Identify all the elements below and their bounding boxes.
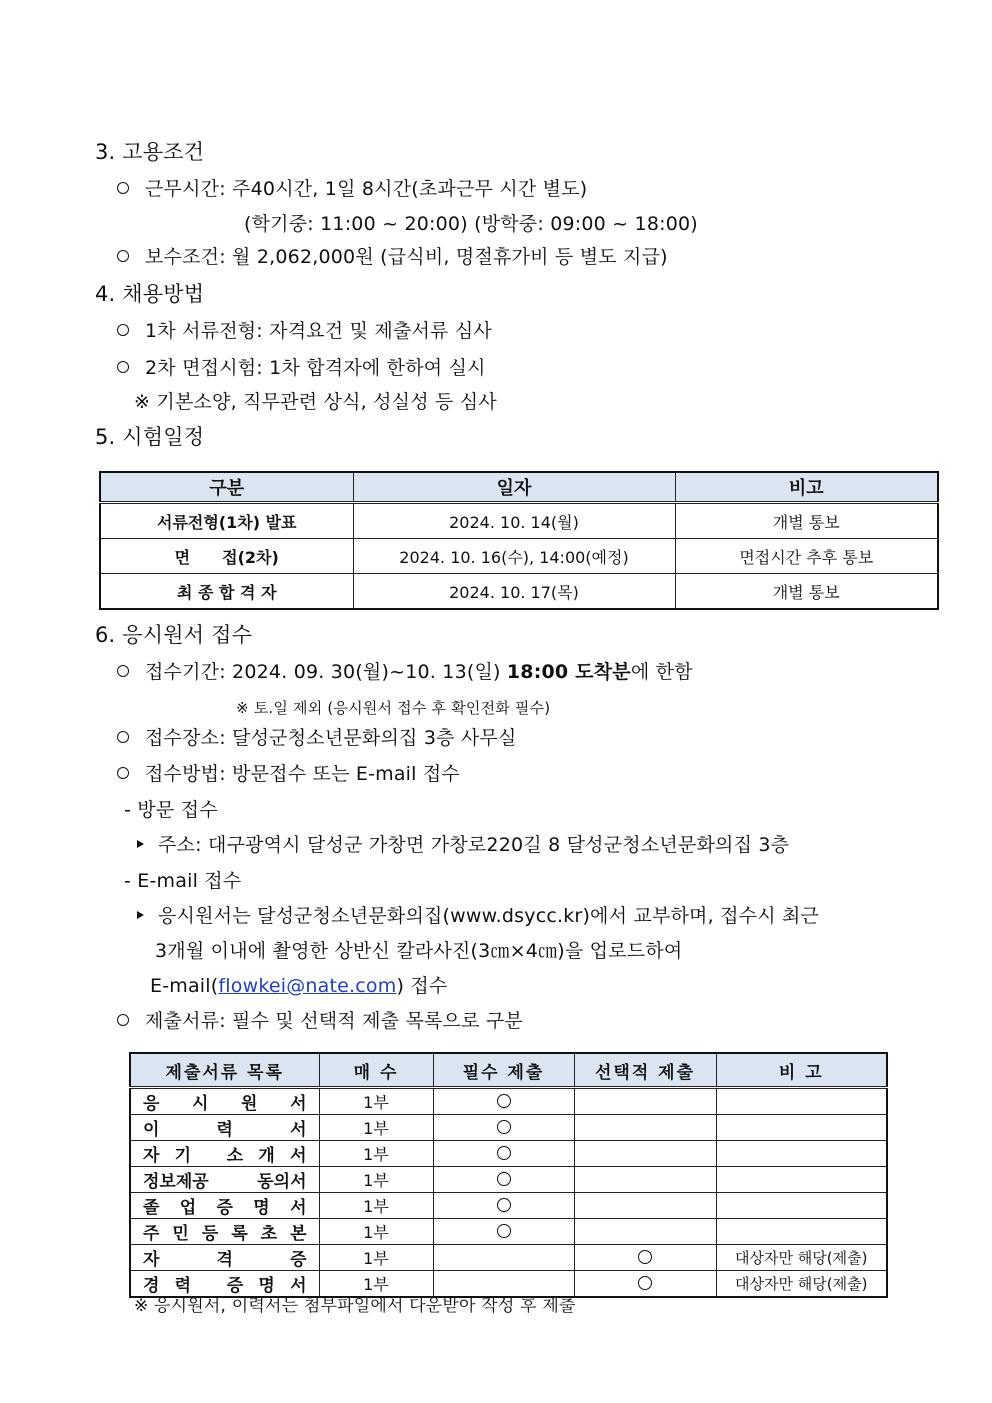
docs-intro-item [117, 1008, 523, 1034]
second-stage-text: 2차 면접시험: 1차 합격자에 한하여 실시 [145, 357, 486, 379]
docs-intro-text: 제출서류: 필수 및 선택적 제출 목록으로 구분 [145, 1010, 524, 1032]
table-row [100, 503, 938, 539]
website-link[interactable]: www.dsycc.kr [450, 905, 583, 927]
pay-text: 보수조건: 월 2,062,000원 (급식비, 명절휴가비 등 별도 지급) [145, 246, 668, 268]
schedule-date: 2024. 10. 14(월) [353, 503, 675, 539]
document-required-cell [433, 1245, 574, 1271]
email-label: - E-mail 접수 [124, 870, 242, 892]
email-text: E-mail( [150, 975, 219, 997]
bullet-circle-icon [117, 1014, 129, 1026]
document-note [716, 1115, 887, 1141]
triangle-bullet-icon [137, 840, 144, 848]
document-count: 1부 [319, 1141, 433, 1167]
documents-header: 선택적 제출 [574, 1053, 716, 1088]
schedule-table [99, 471, 939, 610]
document-note [716, 1193, 887, 1219]
schedule-header: 비고 [675, 472, 938, 503]
document-optional-cell [574, 1219, 716, 1245]
address-item [137, 832, 789, 858]
document-name: 주 민 등 록 초 본 [130, 1219, 319, 1245]
first-stage-item [117, 318, 492, 344]
email-instructions-line1 [137, 903, 819, 929]
document-name: 자 격 증 [130, 1245, 319, 1271]
document-count: 1부 [319, 1219, 433, 1245]
table-row [130, 1245, 887, 1271]
email-text: ) 접수 [396, 975, 448, 997]
place-item [117, 725, 517, 751]
document-name: 정보제공 동의서 [130, 1167, 319, 1193]
period-item [117, 659, 693, 685]
deadline-text: 18:00 도착분 [506, 661, 631, 683]
document-name: 이 력 서 [130, 1115, 319, 1141]
table-row [130, 1167, 887, 1193]
place-text: 접수장소: 달성군청소년문화의집 3층 사무실 [145, 727, 517, 749]
schedule-note: 면접시간 추후 통보 [675, 539, 938, 574]
document-name: 졸 업 증 명 서 [130, 1193, 319, 1219]
document-optional-cell [574, 1193, 716, 1219]
period-text: 접수기간: 2024. 09. 30(월)~10. 13(일) [145, 661, 507, 683]
table-row [130, 1141, 887, 1167]
method-item [117, 761, 460, 787]
documents-header: 제출서류 목록 [130, 1053, 319, 1088]
check-circle-icon [497, 1094, 511, 1108]
check-circle-icon [497, 1120, 511, 1134]
section-5-title: 5. 시험일정 [95, 425, 205, 449]
schedule-note: 개별 통보 [675, 574, 938, 610]
period-suffix: 에 한함 [630, 661, 693, 683]
schedule-stage: 면 접(2차) [100, 539, 353, 574]
visit-label: - 방문 접수 [124, 799, 218, 821]
document-note [716, 1088, 887, 1115]
document-count: 1부 [319, 1115, 433, 1141]
document-note [716, 1167, 887, 1193]
schedule-stage: 서류전형(1차) 발표 [100, 503, 353, 539]
email-instructions-line3 [150, 973, 447, 999]
check-circle-icon [497, 1198, 511, 1212]
document-count: 1부 [319, 1193, 433, 1219]
document-required-cell [433, 1115, 574, 1141]
work-hours-item [117, 176, 587, 202]
document-count: 1부 [319, 1245, 433, 1271]
table-row [130, 1193, 887, 1219]
table-row [130, 1219, 887, 1245]
email-text: )에서 교부하며, 접수시 최근 [582, 905, 820, 927]
triangle-bullet-icon [137, 911, 144, 919]
bullet-circle-icon [117, 767, 129, 779]
bullet-circle-icon [117, 324, 129, 336]
bullet-circle-icon [117, 665, 129, 677]
bullet-circle-icon [117, 361, 129, 373]
document-required-cell [433, 1219, 574, 1245]
table-row [100, 574, 938, 610]
documents-footnote: ※ 응시원서, 이력서는 첨부파일에서 다운받아 작성 후 제출 [134, 1296, 576, 1316]
document-optional-cell [574, 1245, 716, 1271]
second-stage-item [117, 355, 486, 381]
check-circle-icon [497, 1172, 511, 1186]
table-row [130, 1088, 887, 1115]
schedule-header: 구분 [100, 472, 353, 503]
email-text: 응시원서는 달성군청소년문화의집( [158, 905, 451, 927]
document-optional-cell [574, 1271, 716, 1298]
period-note: ※ 토.일 제외 (응시원서 접수 후 확인전화 필수) [236, 699, 551, 717]
check-circle-icon [638, 1276, 652, 1290]
schedule-header-row [100, 472, 938, 503]
document-required-cell [433, 1088, 574, 1115]
document-note: 대상자만 해당(제출) [716, 1245, 887, 1271]
table-row [100, 539, 938, 574]
documents-header-row [130, 1053, 887, 1088]
bullet-circle-icon [117, 182, 129, 194]
email-instructions-line2: 3개월 이내에 촬영한 상반신 칼라사진(3㎝×4㎝)을 업로드하여 [155, 940, 683, 962]
document-required-cell [433, 1193, 574, 1219]
document-optional-cell [574, 1141, 716, 1167]
document-note: 대상자만 해당(제출) [716, 1271, 887, 1298]
documents-header: 필수 제출 [433, 1053, 574, 1088]
address-text: 주소: 대구광역시 달성군 가창면 가창로220길 8 달성군청소년문화의집 3층 [158, 834, 790, 856]
first-stage-text: 1차 서류전형: 자격요건 및 제출서류 심사 [145, 320, 492, 342]
schedule-stage: 최 종 합 격 자 [100, 574, 353, 610]
document-note [716, 1141, 887, 1167]
document-count: 1부 [319, 1271, 433, 1298]
document-name: 응 시 원 서 [130, 1088, 319, 1115]
table-row [130, 1115, 887, 1141]
schedule-date: 2024. 10. 16(수), 14:00(예정) [353, 539, 675, 574]
schedule-note: 개별 통보 [675, 503, 938, 539]
document-optional-cell [574, 1115, 716, 1141]
section-4-title: 4. 채용방법 [95, 282, 205, 306]
section-6-title: 6. 응시원서 접수 [95, 623, 253, 647]
interview-note: ※ 기본소양, 직무관련 상식, 성실성 등 심사 [134, 391, 497, 413]
pay-item [117, 244, 668, 270]
document-name: 경 력 증 명 서 [130, 1271, 319, 1298]
email-link[interactable]: flowkei@nate.com [218, 975, 397, 997]
document-required-cell [433, 1141, 574, 1167]
method-text: 접수방법: 방문접수 또는 E-mail 접수 [145, 763, 460, 785]
bullet-circle-icon [117, 250, 129, 262]
schedule-header: 일자 [353, 472, 675, 503]
document-count: 1부 [319, 1088, 433, 1115]
document-note [716, 1219, 887, 1245]
work-hours-text: 근무시간: 주40시간, 1일 8시간(초과근무 시간 별도) [145, 178, 588, 200]
document-optional-cell [574, 1088, 716, 1115]
document-count: 1부 [319, 1167, 433, 1193]
documents-table [129, 1052, 888, 1298]
documents-header: 비 고 [716, 1053, 887, 1088]
document-name: 자 기 소 개 서 [130, 1141, 319, 1167]
check-circle-icon [638, 1250, 652, 1264]
document-required-cell [433, 1167, 574, 1193]
document-optional-cell [574, 1167, 716, 1193]
schedule-date: 2024. 10. 17(목) [353, 574, 675, 610]
check-circle-icon [497, 1146, 511, 1160]
section-3-title: 3. 고용조건 [95, 140, 205, 164]
check-circle-icon [497, 1224, 511, 1238]
work-hours-sub: (학기중: 11:00 ~ 20:00) (방학중: 09:00 ~ 18:00) [244, 213, 698, 235]
bullet-circle-icon [117, 731, 129, 743]
documents-header: 매 수 [319, 1053, 433, 1088]
